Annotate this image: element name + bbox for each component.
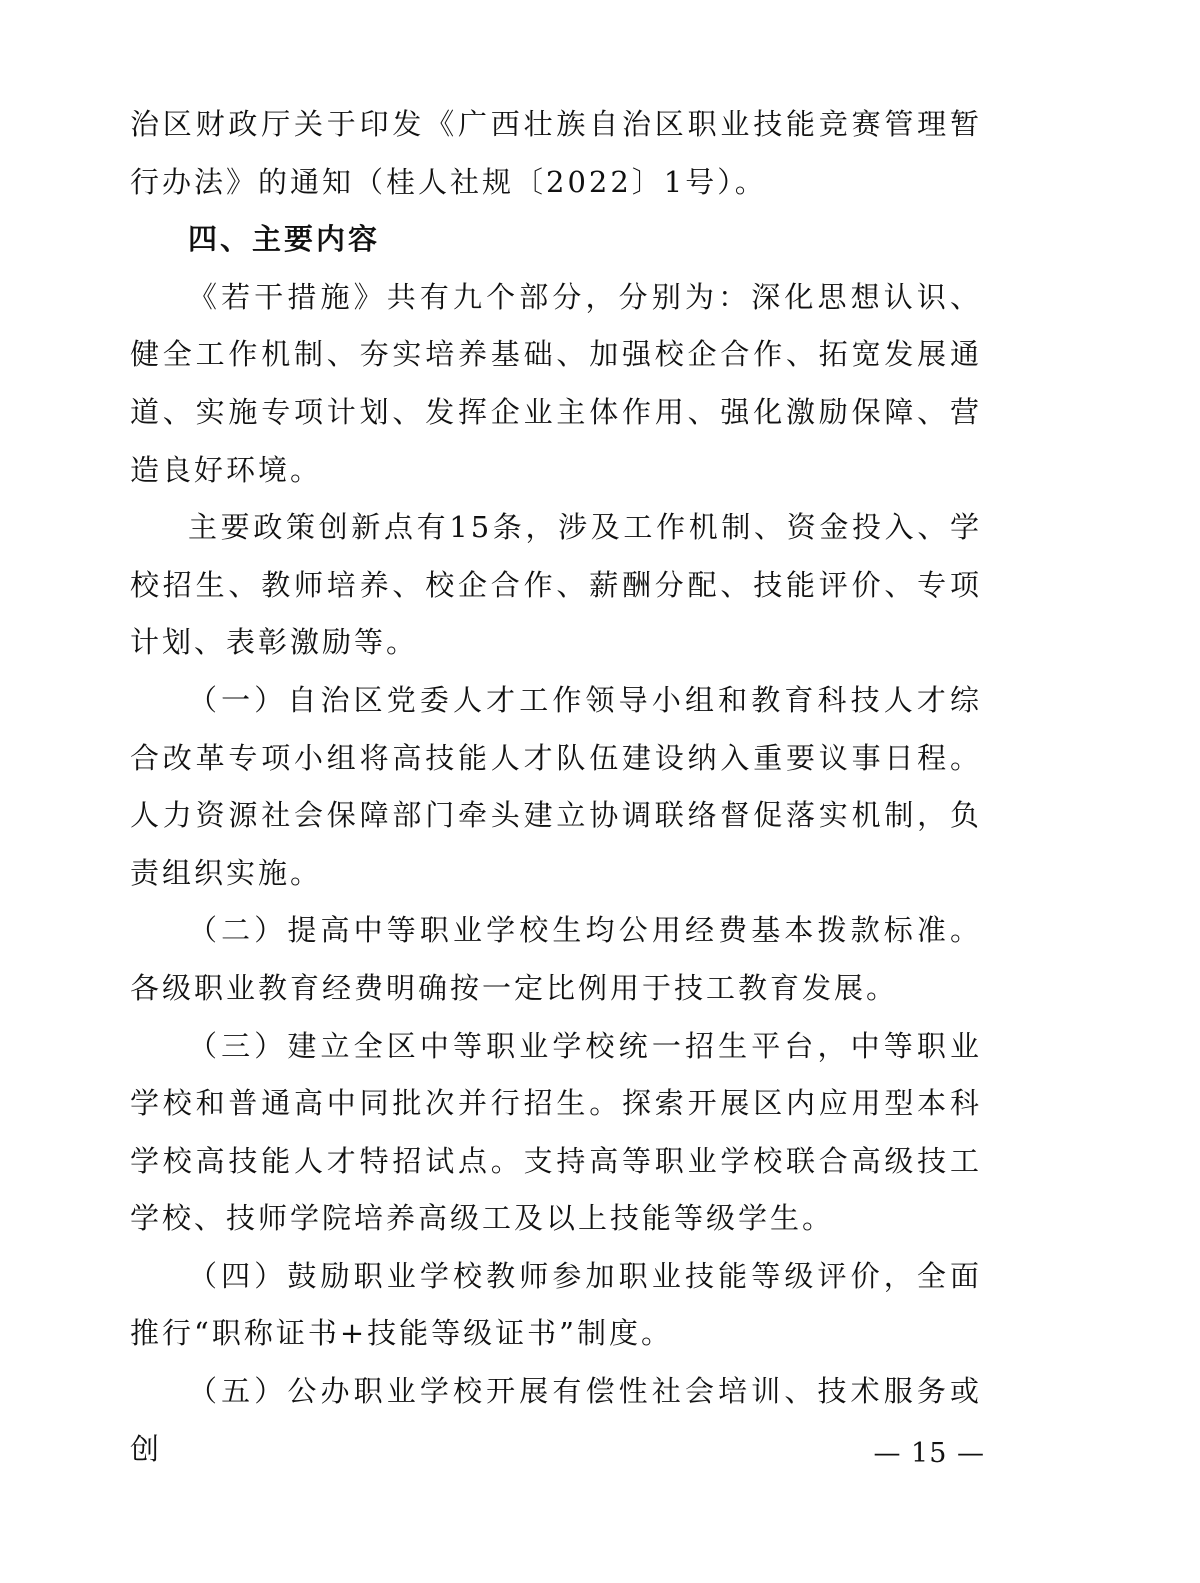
- page-number: — 15 —: [873, 1438, 985, 1469]
- paragraph-item-1: （一）自治区党委人才工作领导小组和教育科技人才综合改革专项小组将高技能人才队伍建设纳入重要议事日程。人力资源社会保障部门牵头建立协调联络督促落实机制，负责组织实施。: [130, 682, 982, 890]
- section-heading: 四、主要内容: [188, 222, 381, 257]
- paragraph-item-3: （三）建立全区中等职业学校统一招生平台，中等职业学校和普通高中同批次并行招生。探索开展区内应用型本科学校高技能人才特招试点。支持高等职业学校联合高级技工学校、技师学院培养高级工及以上技能等级学生。: [130, 1028, 982, 1236]
- paragraph-overview: 《若干措施》共有九个部分，分别为：深化思想认识、健全工作机制、夯实培养基础、加强校企合作、拓宽发展通道、实施专项计划、发挥企业主体作用、强化激励保障、营造良好环境。: [130, 279, 982, 487]
- document-body: [130, 96, 982, 1478]
- paragraph-innovations: 主要政策创新点有15条，涉及工作机制、资金投入、学校招生、教师培养、校企合作、薪酬分配、技能评价、专项计划、表彰激励等。: [130, 510, 982, 660]
- paragraph-continuation: 治区财政厅关于印发《广西壮族自治区职业技能竞赛管理暂行办法》的通知（桂人社规〔2022〕1号）。: [130, 107, 982, 199]
- paragraph-item-2: （二）提高中等职业学校生均公用经费基本拨款标准。各级职业教育经费明确按一定比例用于技工教育发展。: [130, 913, 982, 1005]
- paragraph-item-4: （四）鼓励职业学校教师参加职业技能等级评价，全面推行“职称证书+技能等级证书”制度。: [130, 1258, 982, 1351]
- paragraph-item-5: （五）公办职业学校开展有偿性社会培训、技术服务或创: [130, 1374, 982, 1466]
